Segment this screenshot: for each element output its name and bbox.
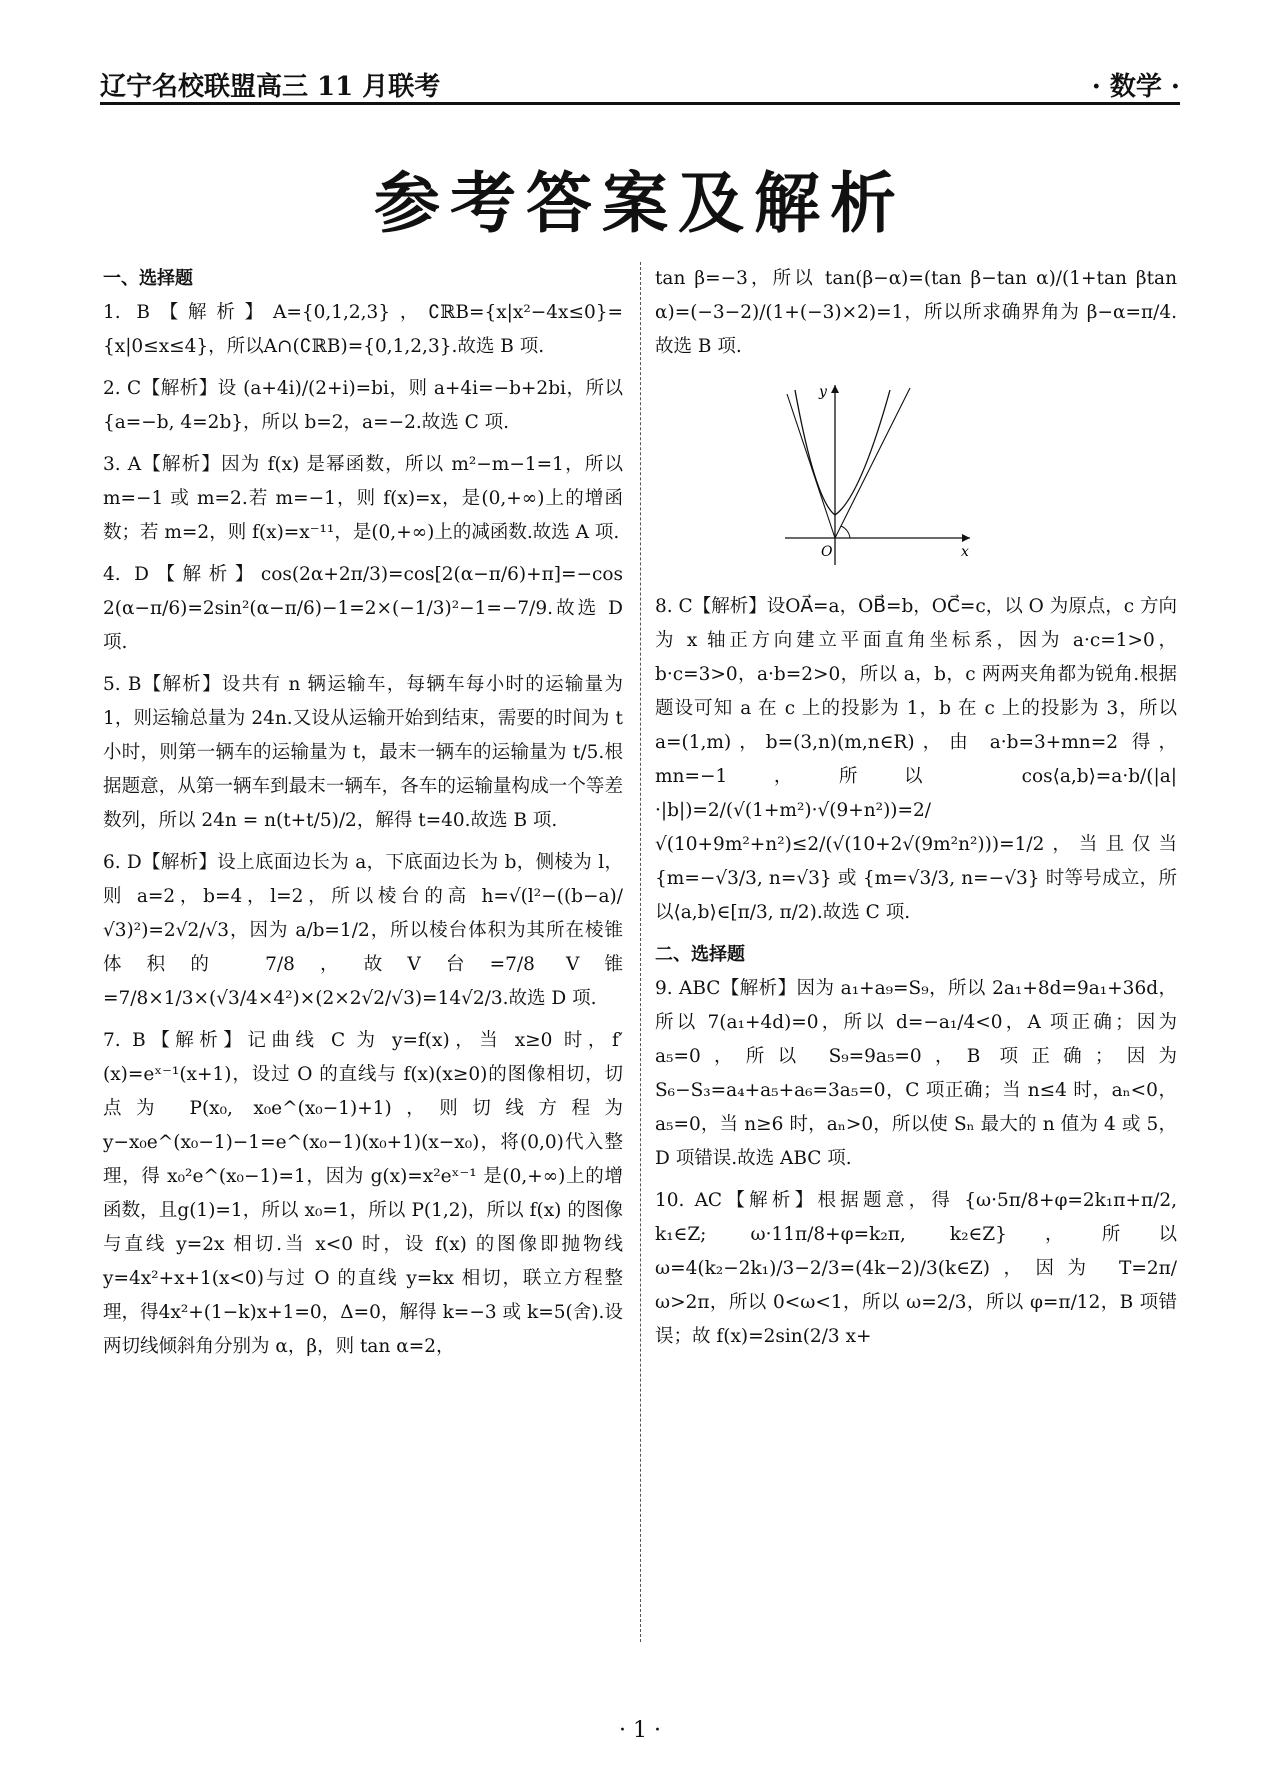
parabola-curve [795,390,835,515]
answer-q9: 9. ABC【解析】因为 a₁+a₉=S₉，所以 2a₁+8d=9a₁+36d，所以 7(a₁+4d)=0，所以 d=−a₁/4<0，A 项正确；因为 a₅=0，所以 S₉=9a₅=0，B 项正确；因为 S₆−S₃=a₄+a₅+a₆=3a₅=0，C 项正确；当 n≤4 时，aₙ<0，a₅=0，当 n≥6 时，aₙ>0，所以使 Sₙ 最大的 n 值为 4 或 5，D 项错误.故选 ABC 项. [655,978,1177,1169]
y-axis-label: y [819,384,827,400]
section-heading-choice: 一、选择题 [103,268,193,289]
angle-arc [841,526,850,538]
answer-q7-continued: tan β=−3，所以 tan(β−α)=(tan β−tan α)/(1+tan βtan α)=(−3−2)/(1+(−3)×2)=1，所以所求确界角为 β−α=π/4.故选 B 项. [655,268,1177,357]
y-axis-arrow [831,385,839,393]
answer-q8: 8. C【解析】设OA⃗=a，OB⃗=b，OC⃗=c，以 O 为原点，c 方向为 x 轴正方向建立平面直角坐标系，因为 a·c=1>0，b·c=3>0，a·b=2>0，所以 a，b，c 两两夹角都为锐角.根据题设可知 a 在 c 上的投影为 1，b 在 c 上的投影为 3，所以 a=(1,m)，b=(3,n)(m,n∈R)，由 a·b=3+mn=2 得，mn=−1，所以 cos⟨a,b⟩=a·b/(|a|·|b|)=2/(√(1+m²)·√(9+n²))=2/√(10+9m²+n²)≤2/(√(10+2√(9m²n²)))=1/2，当且仅当 {m=−√3/3, n=√3} 或 {m=√3/3, n=−√3} 时等号成立，所以⟨a,b⟩∈[π/3, π/2).故选 C 项. [655,596,1177,923]
column-divider [640,262,641,1642]
answer-q3: 3. A【解析】因为 f(x) 是幂函数，所以 m²−m−1=1，所以 m=−1 或 m=2.若 m=−1，则 f(x)=x，是(0,+∞)上的增函数；若 m=2，则 f(x)=x⁻¹¹，是(0,+∞)上的减函数.故选 A 项. [103,454,623,543]
header-subject: · 数学 · [1091,72,1180,102]
tangent-line-1 [835,388,910,538]
tangent-line-2 [787,394,835,538]
answer-q7: 7. B【解析】记曲线 C 为 y=f(x)，当 x≥0 时，f′(x)=eˣ⁻¹(x+1)，设过 O 的直线与 f(x)(x≥0)的图像相切，切点为 P(x₀, x₀e^(x₀−1)+1)，则切线方程为 y−x₀e^(x₀−1)−1=e^(x₀−1)(x₀+1)(x−x₀)，将(0,0)代入整理，得 x₀²e^(x₀−1)=1，因为 g(x)=x²eˣ⁻¹ 是(0,+∞)上的增函数，且g(1)=1，所以 x₀=1，所以 P(1,2)，所以 f(x) 的图像与直线 y=2x 相切.当 x<0 时，设 f(x) 的图像即抛物线 y=4x²+x+1(x<0)与过 O 的直线 y=kx 相切，联立方程整理，得4x²+(1−k)x+1=0，Δ=0，解得 k=−3 或 k=5(舍).设两切线倾斜角分别为 α，β，则 tan α=2， [103,1030,623,1357]
section-heading-multi: 二、选择题 [655,944,745,965]
x-axis-label: x [961,544,969,560]
page-header [100,62,1180,105]
left-column [103,262,623,1372]
answer-q6: 6. D【解析】设上底面边长为 a，下底面边长为 b，侧棱为 l，则 a=2，b=4，l=2，所以棱台的高 h=√(l²−((b−a)/√3)²)=2√2/√3，因为 a/b=1/2，所以棱台体积为其所在棱锥体积的 7/8，故V台=7/8 V锥=7/8×1/3×(√3/4×4²)×(2×2√2/√3)=14√2/3.故选 D 项. [103,852,623,1009]
answer-q5: 5. B【解析】设共有 n 辆运输车，每辆车每小时的运输量为 1，则运输总量为 24n.又设从运输开始到结束，需要的时间为 t 小时，则第一辆车的运输量为 t，最末一辆车的运输量为 t/5.根据题意，从第一辆车到最末一辆车，各车的运输量构成一个等差数列，所以 24n = n(t+t/5)/2，解得 t=40.故选 B 项. [103,674,623,831]
right-column [655,262,1177,1362]
page-title: 参考答案及解析 [374,165,906,242]
tangent-figure [775,380,975,570]
x-axis-arrow [962,534,970,542]
answer-q2: 2. C【解析】设 (a+4i)/(2+i)=bi，则 a+4i=−b+2bi，所以 {a=−b, 4=2b}，所以 b=2，a=−2.故选 C 项. [103,378,623,433]
header-exam-name: 辽宁名校联盟高三 11 月联考 [100,72,441,102]
answer-q1: 1. B【解析】A={0,1,2,3}，∁ℝB={x|x²−4x≤0}={x|0≤x≤4}，所以A∩(∁ℝB)={0,1,2,3}.故选 B 项. [103,302,623,357]
page-number: · 1 · [619,1718,661,1743]
answer-q4: 4. D【解析】cos(2α+2π/3)=cos[2(α−π/6)+π]=−cos 2(α−π/6)=2sin²(α−π/6)−1=2×(−1/3)²−1=−7/9.故选 D 项. [103,564,623,653]
answer-q10: 10. AC【解析】根据题意，得 {ω·5π/8+φ=2k₁π+π/2, k₁∈Z; ω·11π/8+φ=k₂π, k₂∈Z}，所以 ω=4(k₂−2k₁)/3−2/3=(4k−2)/3(k∈Z)，因为 T=2π/ω>2π，所以 0<ω<1，所以 ω=2/3，所以 φ=π/12，B 项错误；故 f(x)=2sin(2/3 x+ [655,1190,1177,1347]
exp-curve [835,390,890,515]
origin-label: O [821,544,833,560]
